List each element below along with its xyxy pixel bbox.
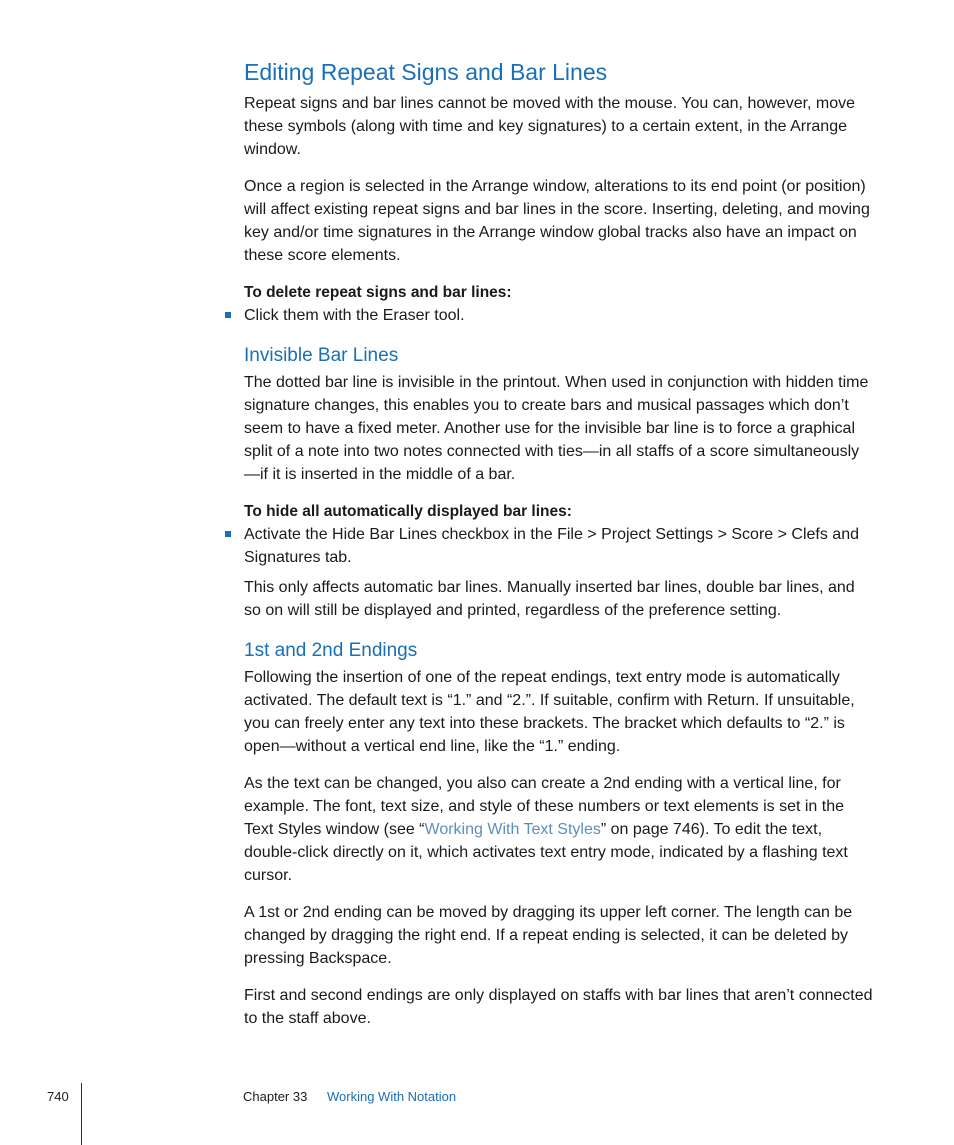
page-content xyxy=(244,56,874,1030)
paragraph: Repeat signs and bar lines cannot be moved with the mouse. You can, however, move these symbols (along with time and key signatures) to a certain extent, in the Arrange window. xyxy=(244,95,856,158)
bullet-text: Activate the Hide Bar Lines checkbox in the File > Project Settings > Score > Clefs and Signatures tab. xyxy=(244,526,859,566)
subsection-title: Invisible Bar Lines xyxy=(244,345,399,366)
paragraph xyxy=(244,772,874,887)
paragraph: Following the insertion of one of the repeat endings, text entry mode is automatically activated. The default text is “1.” and “2.”. If suitable, confirm with Return. If unsuitable, you can freely enter any text into these brackets. The bracket which defaults to “2.” is open—without a vertical end line, like the “1.” ending. xyxy=(244,669,855,755)
subsection-title: 1st and 2nd Endings xyxy=(244,640,418,661)
paragraph-text: ” on page 746). To edit the text, double-click directly on it, which activates text entry mode, indicated by a flashing text cursor. xyxy=(244,821,848,884)
section-title: Editing Repeat Signs and Bar Lines xyxy=(244,59,608,85)
chapter-title: Working With Notation xyxy=(327,1089,457,1104)
task-heading: To hide all automatically displayed bar lines: xyxy=(244,503,572,520)
bullet-item xyxy=(244,523,874,569)
paragraph: This only affects automatic bar lines. Manually inserted bar lines, double bar lines, and so on will still be displayed and printed, regardless of the preference setting. xyxy=(244,579,855,619)
paragraph: The dotted bar line is invisible in the printout. When used in conjunction with hidden time signature changes, this enables you to create bars and musical passages which don’t seem to have a fixed meter. Another use for the invisible bar line is to force a graphical split of a note into two notes connected with ties—in all staffs of a score simultaneously—if it is inserted in the middle of a bar. xyxy=(244,374,869,483)
paragraph: Once a region is selected in the Arrange window, alterations to its end point (or position) will affect existing repeat signs and bar lines in the score. Inserting, deleting, and moving key and/or time signatures in the Arrange window global tracks also have an impact on these score elements. xyxy=(244,178,870,264)
chapter-label: Chapter 33 xyxy=(243,1089,308,1104)
paragraph-text: As the text can be changed, you also can create a 2nd ending with a vertical line, for example. The font, text size, and style of these numbers or text elements is set in the Text Styles window (see “ xyxy=(244,775,845,838)
paragraph: A 1st or 2nd ending can be moved by dragging its upper left corner. The length can be changed by dragging the right end. If a repeat ending is selected, it can be deleted by pressing Backspace. xyxy=(244,904,853,967)
bullet-square-icon xyxy=(225,531,231,537)
page-number: 740 xyxy=(47,1089,69,1104)
bullet-square-icon xyxy=(225,312,231,318)
cross-reference-link[interactable]: Working With Text Styles xyxy=(424,821,601,838)
bullet-text: Click them with the Eraser tool. xyxy=(244,307,465,324)
paragraph: First and second endings are only displayed on staffs with bar lines that aren’t connected to the staff above. xyxy=(244,987,873,1027)
task-heading: To delete repeat signs and bar lines: xyxy=(244,284,512,301)
footer-divider xyxy=(81,1083,82,1145)
bullet-item xyxy=(244,304,874,327)
